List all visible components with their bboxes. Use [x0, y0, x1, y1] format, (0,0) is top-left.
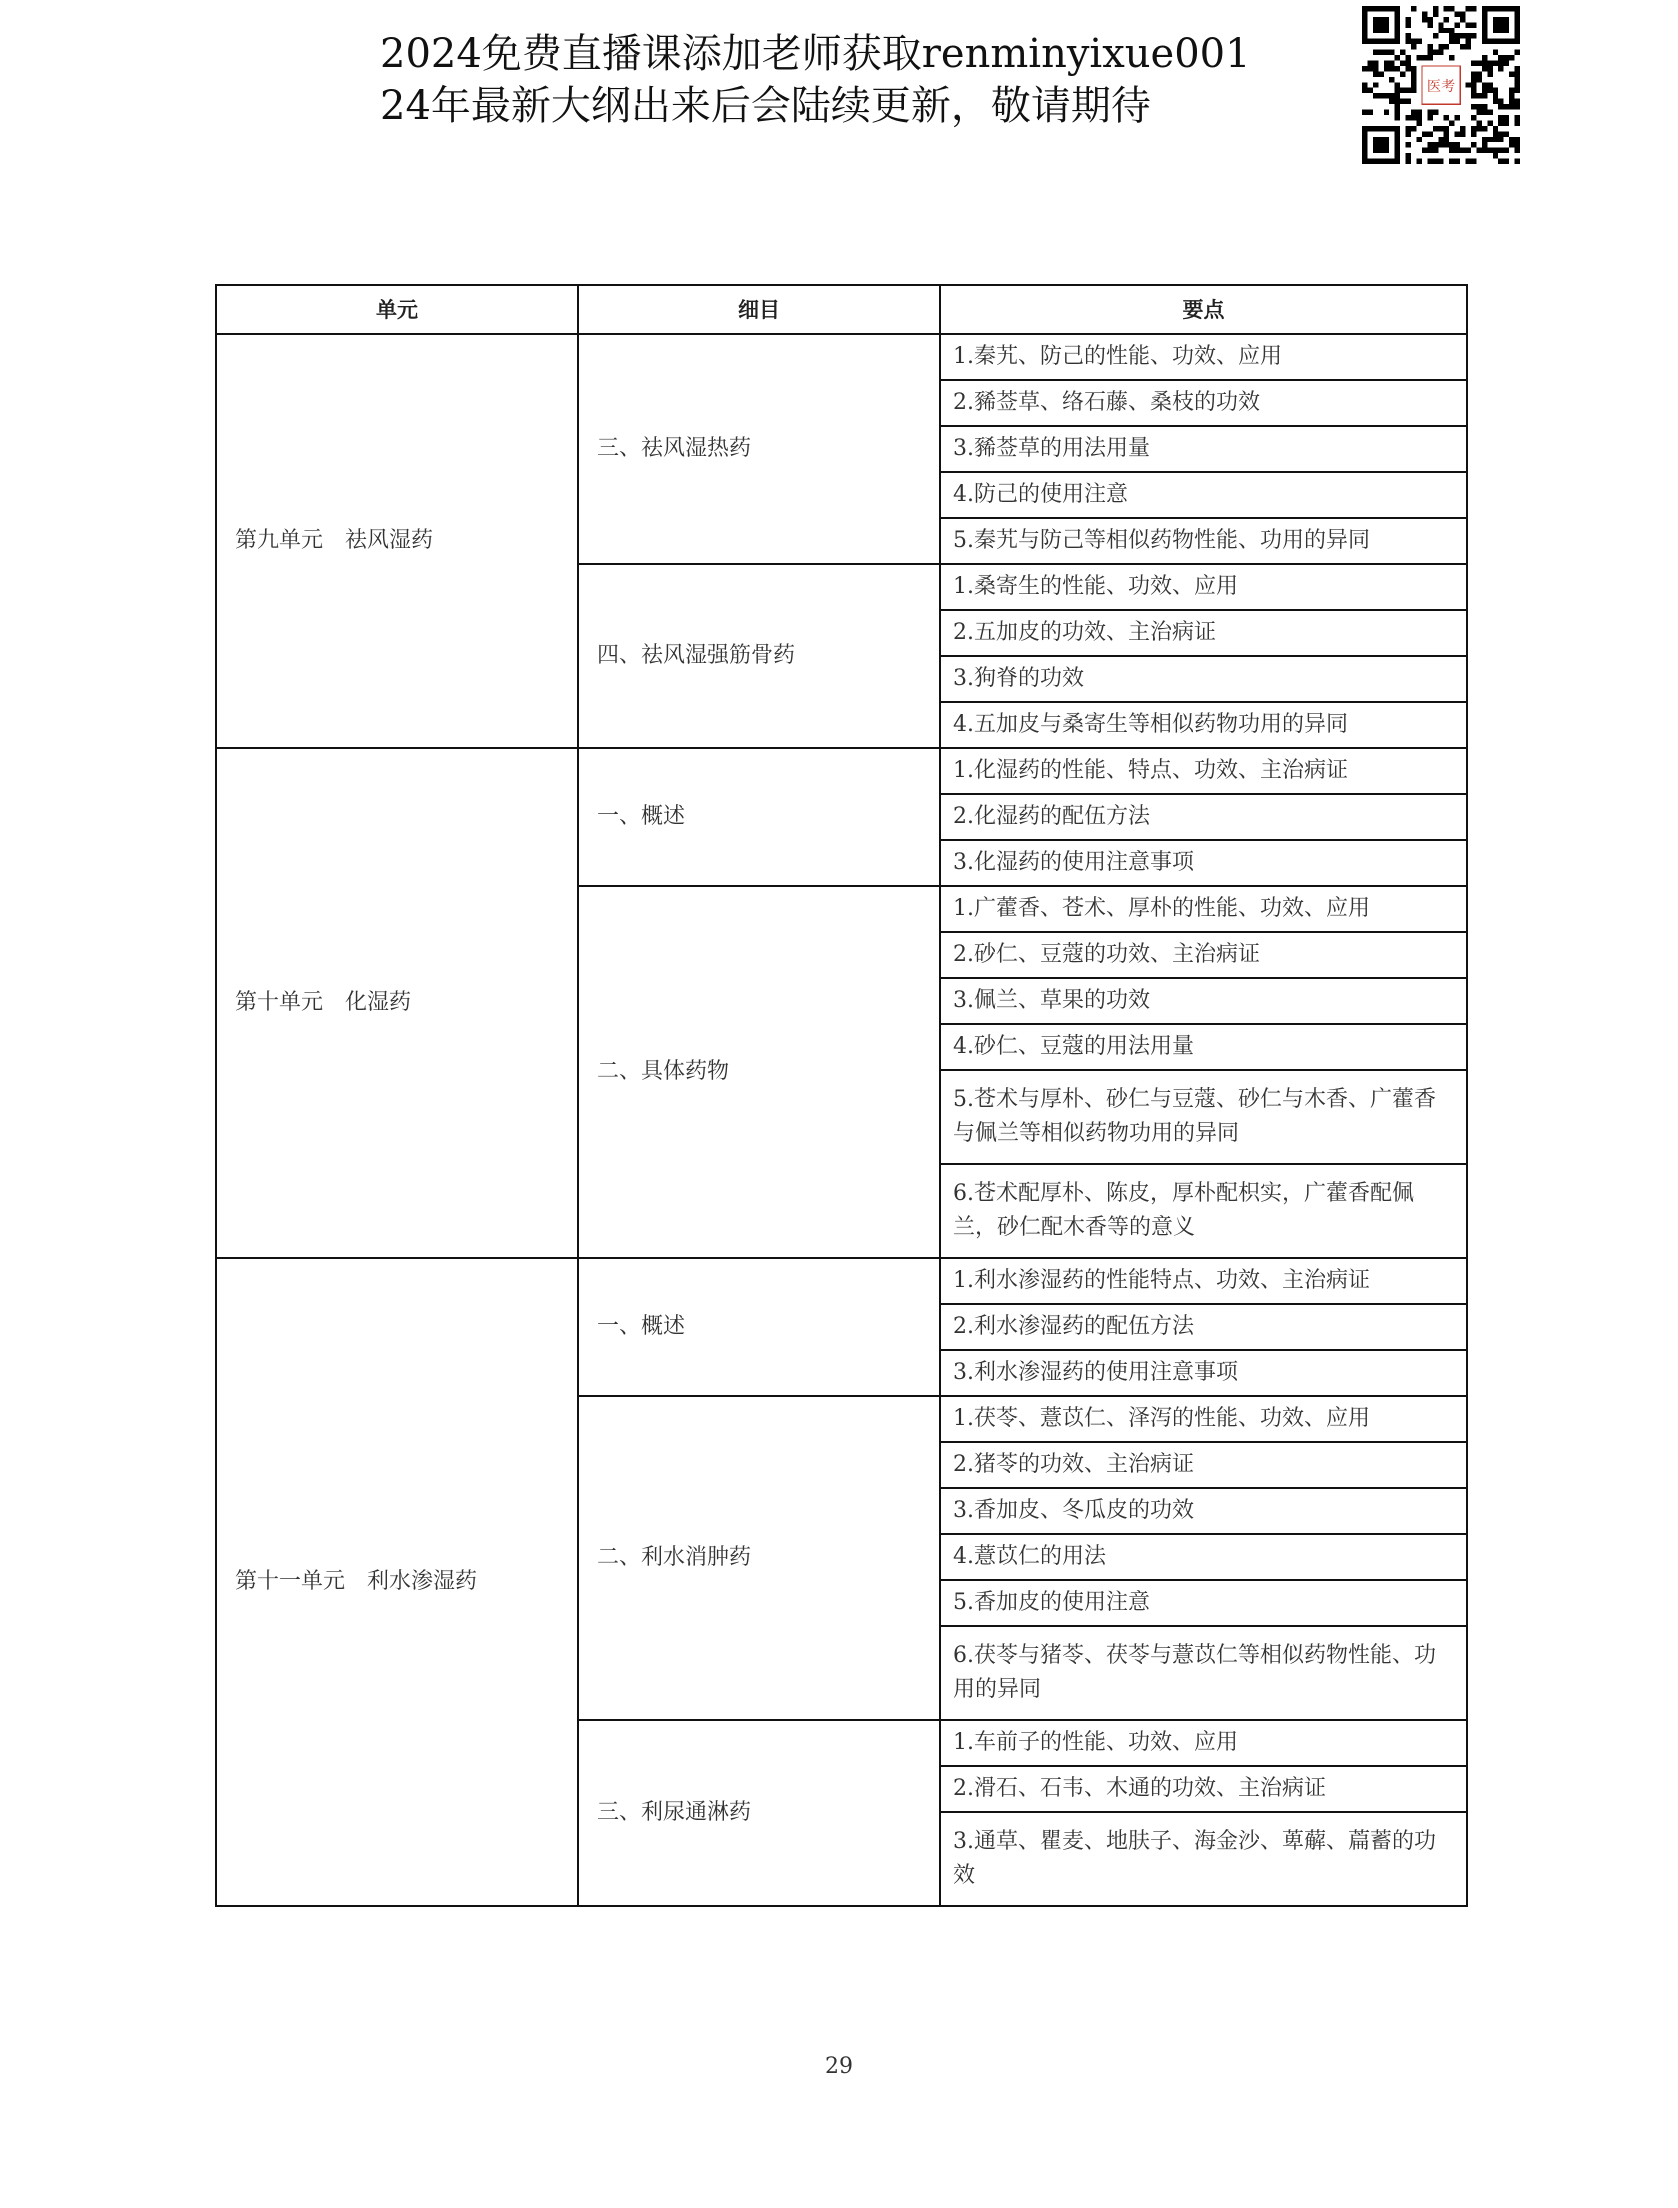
point-cell: 5.香加皮的使用注意: [940, 1580, 1467, 1626]
header-line-2: 24年最新大纲出来后会陆续更新，敬请期待: [380, 83, 1151, 129]
syllabus-table: [215, 284, 1468, 1907]
point-cell: 3.豨莶草的用法用量: [940, 426, 1467, 472]
header-line-1: 2024免费直播课添加老师获取renminyixue001: [380, 31, 1251, 77]
qr-code-image: [1362, 6, 1520, 164]
header-unit: 单元: [216, 285, 578, 334]
point-cell: 4.薏苡仁的用法: [940, 1534, 1467, 1580]
item-cell: 一、概述: [578, 1258, 940, 1396]
point-cell: 2.猪苓的功效、主治病证: [940, 1442, 1467, 1488]
point-cell: 3.化湿药的使用注意事项: [940, 840, 1467, 886]
point-cell: 3.香加皮、冬瓜皮的功效: [940, 1488, 1467, 1534]
point-cell: 2.砂仁、豆蔻的功效、主治病证: [940, 932, 1467, 978]
point-cell: 1.化湿药的性能、特点、功效、主治病证: [940, 748, 1467, 794]
qr-logo-text: 医考: [1426, 78, 1456, 95]
point-cell: 3.狗脊的功效: [940, 656, 1467, 702]
point-cell: 4.五加皮与桑寄生等相似药物功用的异同: [940, 702, 1467, 748]
point-cell: 4.防己的使用注意: [940, 472, 1467, 518]
point-cell: 2.化湿药的配伍方法: [940, 794, 1467, 840]
unit-cell: 第十一单元 利水渗湿药: [216, 1258, 578, 1906]
point-cell: 1.茯苓、薏苡仁、泽泻的性能、功效、应用: [940, 1396, 1467, 1442]
point-cell: 1.秦艽、防己的性能、功效、应用: [940, 334, 1467, 380]
table-row: [216, 1258, 1467, 1304]
point-cell: 2.滑石、石韦、木通的功效、主治病证: [940, 1766, 1467, 1812]
item-cell: 二、利水消肿药: [578, 1396, 940, 1720]
point-cell: 6.茯苓与猪苓、茯苓与薏苡仁等相似药物性能、功用的异同: [940, 1626, 1467, 1720]
point-cell: 2.五加皮的功效、主治病证: [940, 610, 1467, 656]
point-cell: 1.车前子的性能、功效、应用: [940, 1720, 1467, 1766]
table-row: [216, 334, 1467, 380]
point-cell: 4.砂仁、豆蔻的用法用量: [940, 1024, 1467, 1070]
point-cell: 1.利水渗湿药的性能特点、功效、主治病证: [940, 1258, 1467, 1304]
point-cell: 1.广藿香、苍术、厚朴的性能、功效、应用: [940, 886, 1467, 932]
point-cell: 3.佩兰、草果的功效: [940, 978, 1467, 1024]
point-cell: 6.苍术配厚朴、陈皮，厚朴配枳实，广藿香配佩兰，砂仁配木香等的意义: [940, 1164, 1467, 1258]
point-cell: 2.豨莶草、络石藤、桑枝的功效: [940, 380, 1467, 426]
item-cell: 三、利尿通淋药: [578, 1720, 940, 1906]
point-cell: 5.秦艽与防己等相似药物性能、功用的异同: [940, 518, 1467, 564]
point-cell: 2.利水渗湿药的配伍方法: [940, 1304, 1467, 1350]
table-header-row: [216, 285, 1467, 334]
point-cell: 3.通草、瞿麦、地肤子、海金沙、萆薢、萹蓄的功效: [940, 1812, 1467, 1906]
point-cell: 5.苍术与厚朴、砂仁与豆蔻、砂仁与木香、广藿香与佩兰等相似药物功用的异同: [940, 1070, 1467, 1164]
table-body: [216, 334, 1467, 1906]
header-notice: [380, 28, 1251, 132]
page-number: 29: [825, 2054, 853, 2079]
header-item: 细目: [578, 285, 940, 334]
item-cell: 三、祛风湿热药: [578, 334, 940, 564]
point-cell: 3.利水渗湿药的使用注意事项: [940, 1350, 1467, 1396]
item-cell: 四、祛风湿强筋骨药: [578, 564, 940, 748]
table-row: [216, 748, 1467, 794]
item-cell: 一、概述: [578, 748, 940, 886]
item-cell: 二、具体药物: [578, 886, 940, 1258]
unit-cell: 第九单元 祛风湿药: [216, 334, 578, 748]
point-cell: 1.桑寄生的性能、功效、应用: [940, 564, 1467, 610]
unit-cell: 第十单元 化湿药: [216, 748, 578, 1258]
header-points: 要点: [940, 285, 1467, 334]
